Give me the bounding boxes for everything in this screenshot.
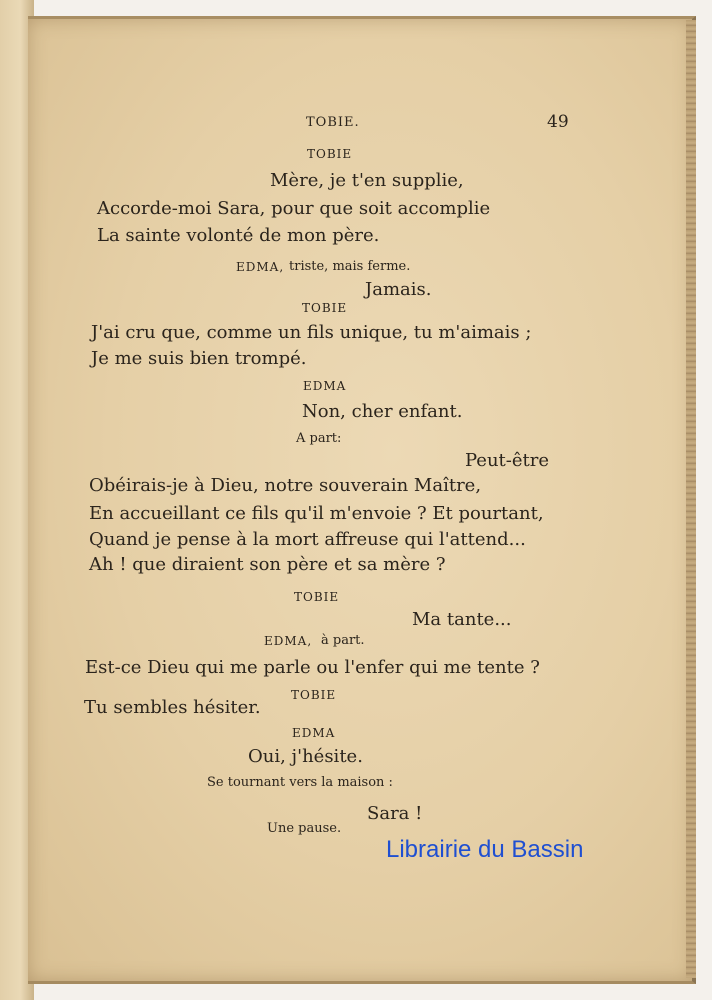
verse-line: Quand je pense à la mort affreuse qui l'attend... (89, 529, 526, 550)
stage-direction: triste, mais ferme. (289, 259, 411, 274)
speaker-tobie: TOBIE (291, 688, 337, 702)
page-fore-edge (686, 20, 696, 978)
verse-line: Ma tante... (412, 609, 512, 630)
verse-line: La sainte volonté de mon père. (97, 225, 380, 246)
verse-line: Sara ! (367, 803, 423, 824)
speaker-tobie: TOBIE (294, 590, 340, 604)
verse-line: Non, cher enfant. (302, 401, 463, 422)
stage-direction: Se tournant vers la maison : (207, 775, 393, 790)
page-number: 49 (547, 112, 569, 132)
verse-line: Ah ! que diraient son père et sa mère ? (89, 554, 446, 575)
speaker-edma: EDMA (292, 726, 336, 740)
book-page (28, 16, 696, 984)
verse-line: Tu sembles hésiter. (84, 697, 261, 718)
stage-direction: à part. (321, 633, 365, 648)
speaker-tobie: TOBIE (307, 147, 353, 161)
bookseller-watermark: Librairie du Bassin (386, 836, 584, 863)
running-title: TOBIE. (306, 115, 360, 130)
verse-line: Obéirais-je à Dieu, notre souverain Maître, (89, 475, 482, 496)
speaker-edma: EDMA, (236, 260, 285, 274)
verse-line: Peut-être (465, 450, 550, 471)
verse-line: Mère, je t'en supplie, (270, 170, 464, 191)
verse-line: Est-ce Dieu qui me parle ou l'enfer qui me tente ? (85, 657, 540, 678)
verse-line: En accueillant ce fils qu'il m'envoie ? Et pourtant, (89, 503, 544, 524)
stage-direction: A part: (296, 431, 342, 446)
stage-direction: Une pause. (267, 821, 342, 836)
speaker-edma: EDMA, (264, 634, 313, 648)
verse-line: Jamais. (365, 279, 432, 300)
speaker-tobie: TOBIE (302, 301, 348, 315)
speaker-edma: EDMA (303, 379, 347, 393)
verse-line: J'ai cru que, comme un fils unique, tu m'aimais ; (91, 322, 532, 343)
verse-line: Oui, j'hésite. (248, 746, 363, 767)
verse-line: Je me suis bien trompé. (91, 348, 307, 369)
verse-line: Accorde-moi Sara, pour que soit accomplie (97, 198, 491, 219)
